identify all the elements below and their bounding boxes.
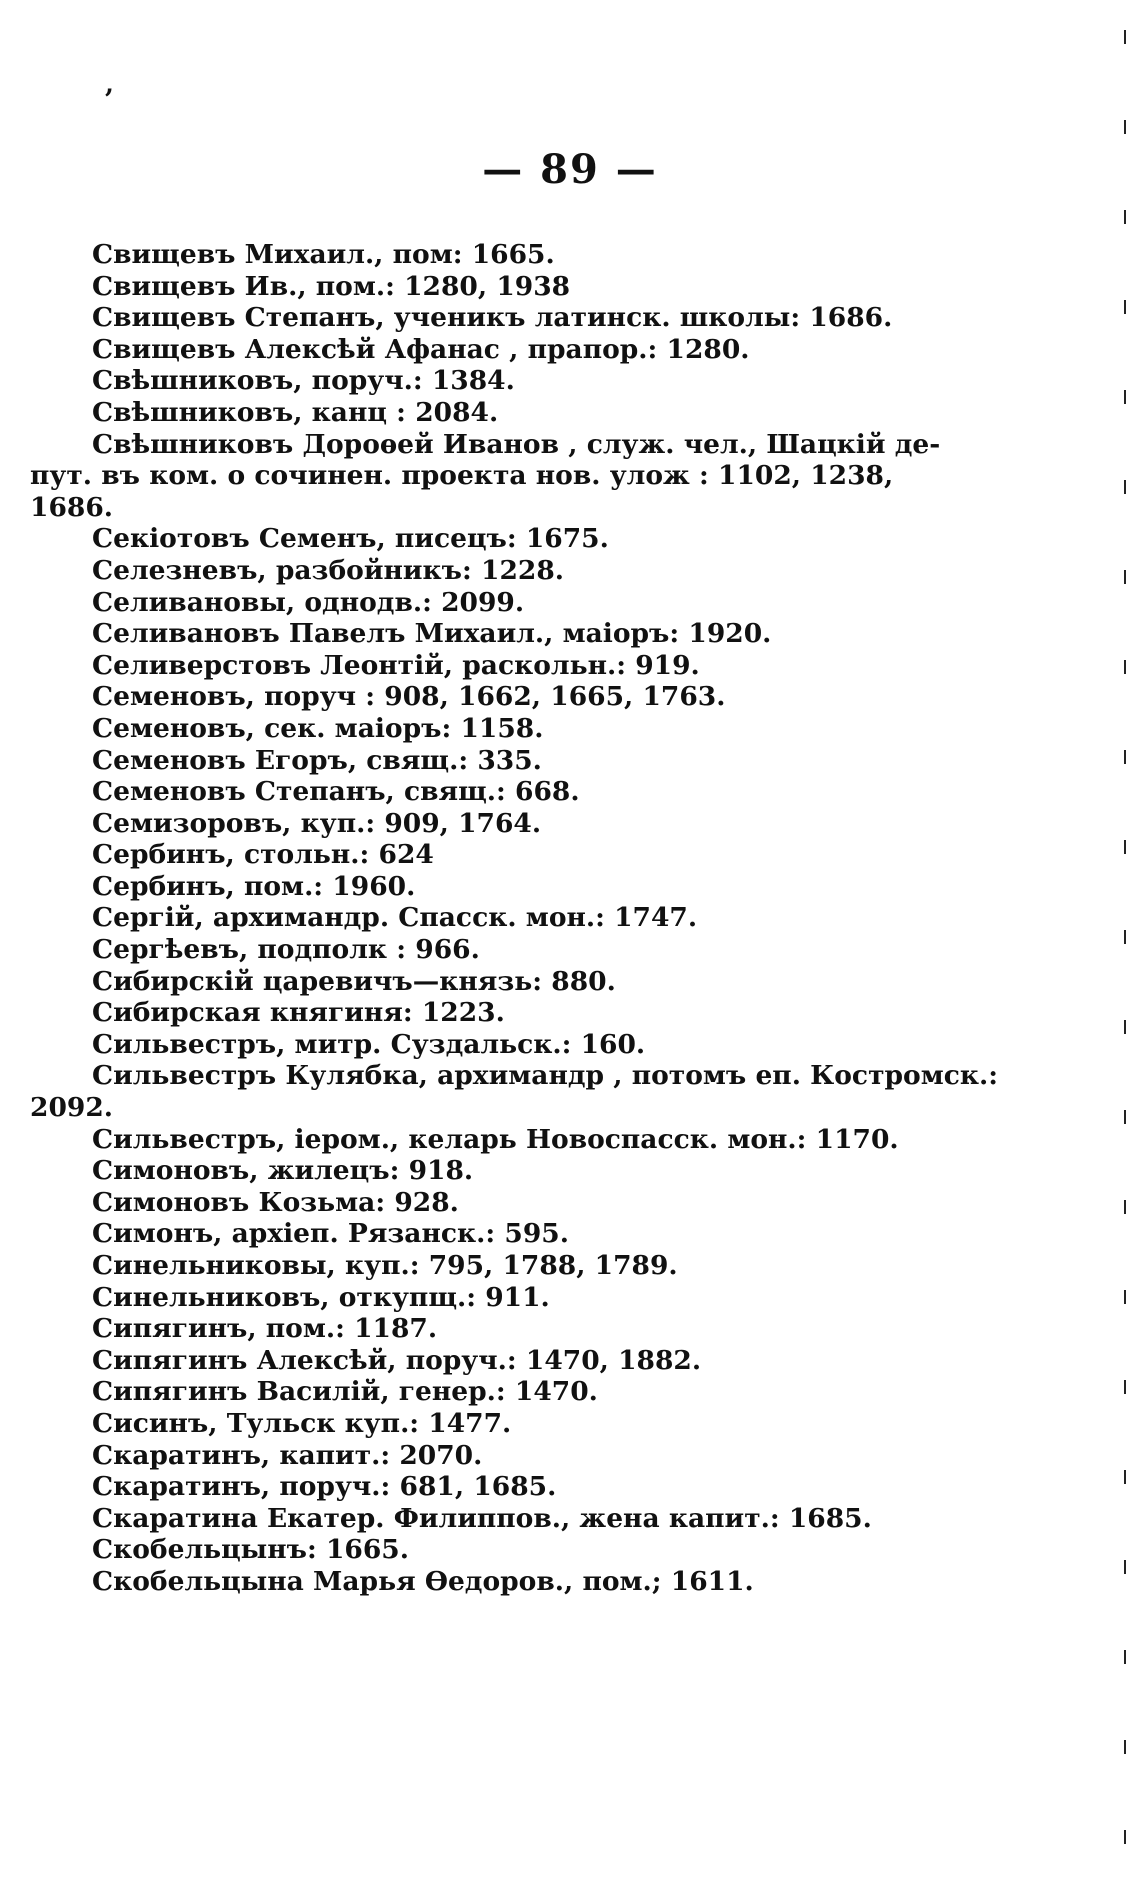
index-entry: Секіотовъ Семенъ, писецъ: 1675. xyxy=(92,523,609,555)
index-entry: Сибирскій царевичъ—князь: 880. xyxy=(92,965,616,997)
index-entry: Сипягинъ Алексѣй, поруч.: 1470, 1882. xyxy=(92,1344,702,1376)
index-entry: Скобельцынъ: 1665. xyxy=(92,1534,409,1566)
index-entry: Свищевъ Михаил., пом: 1665. xyxy=(92,239,555,270)
index-entry: Селивановы, однодв.: 2099. xyxy=(92,586,525,618)
index-entry: Семеновъ, сек. маіоръ: 1158. xyxy=(92,712,544,744)
index-entry: Семизоровъ, куп.: 909, 1764. xyxy=(92,807,542,839)
index-entry: Скобельцына Марья Ѳедоров., пом.; 1611. xyxy=(92,1565,754,1597)
index-entry: Сербинъ, пом.: 1960. xyxy=(92,870,416,902)
index-entry: Семеновъ Егоръ, свящ.: 335. xyxy=(92,744,542,776)
index-entry: Сильвестръ, іером., келарь Новоспасск. мон.: 1170. xyxy=(92,1123,899,1155)
index-entry: Сисинъ, Тульск куп.: 1477. xyxy=(92,1407,512,1439)
index-entry: Сергѣевъ, подполк : 966. xyxy=(92,934,480,966)
index-entry: Синельниковы, куп.: 795, 1788, 1789. xyxy=(92,1250,678,1281)
index-entry: Сипягинъ, пом.: 1187. xyxy=(92,1313,438,1345)
index-entry: Свищевъ Ив., пом.: 1280, 1938 xyxy=(92,270,571,302)
index-entry: Симонъ, архіеп. Рязанск.: 595. xyxy=(92,1218,569,1250)
index-entry: Скаратина Екатер. Филиппов., жена капит.: 1685. xyxy=(92,1502,872,1534)
index-entry: Синельниковъ, откупщ.: 911. xyxy=(92,1281,550,1313)
stray-mark: ’ xyxy=(104,83,114,116)
page-number: — 89 — xyxy=(482,146,658,193)
index-entry: Симоновъ Козьма: 928. xyxy=(92,1186,459,1218)
index-entry: пут. въ ком. о сочинен. проекта нов. улож : 1102, 1238, xyxy=(30,460,894,492)
index-entry: Сергій, архимандр. Спасск. мон.: 1747. xyxy=(92,902,698,934)
index-entry: Свѣшниковъ Дороѳей Иванов , служ. чел., Шацкій де- xyxy=(92,428,941,460)
index-entry: Свищевъ Алексѣй Афанас , прапор.: 1280. xyxy=(92,333,750,365)
index-entry: Сильвестръ Кулябка, архимандр , потомъ еп. Костромск.: xyxy=(92,1060,998,1092)
index-entry: Селивановъ Павелъ Михаил., маіоръ: 1920. xyxy=(92,618,772,650)
index-entry: Скаратинъ, капит.: 2070. xyxy=(92,1439,483,1471)
index-entry: 1686. xyxy=(30,491,113,523)
index-entry: Семеновъ, поруч : 908, 1662, 1665, 1763. xyxy=(92,681,726,713)
index-entry: Сипягинъ Василій, генер.: 1470. xyxy=(92,1376,598,1408)
index-entry: Сибирская княгиня: 1223. xyxy=(92,997,505,1029)
index-entry: Симоновъ, жилецъ: 918. xyxy=(92,1155,474,1187)
index-entry: Сербинъ, стольн.: 624 xyxy=(92,839,434,871)
index-entry: Семеновъ Степанъ, свящ.: 668. xyxy=(92,776,580,808)
index-entry: 2092. xyxy=(30,1092,113,1124)
index-entry: Селиверстовъ Леонтій, раскольн.: 919. xyxy=(92,649,700,681)
index-entry: Сильвестръ, митр. Суздальск.: 160. xyxy=(92,1028,646,1060)
index-entry: Свищевъ Степанъ, ученикъ латинск. школы: 1686. xyxy=(92,302,893,334)
index-entries xyxy=(30,239,998,1598)
index-entry: Скаратинъ, поруч.: 681, 1685. xyxy=(92,1471,557,1503)
index-entry: Свѣшниковъ, поруч.: 1384. xyxy=(92,365,515,397)
index-entry: Селезневъ, разбойникъ: 1228. xyxy=(92,554,564,586)
index-entry: Свѣшниковъ, канц : 2084. xyxy=(92,396,499,428)
page-edge-rule xyxy=(1124,30,1126,1850)
